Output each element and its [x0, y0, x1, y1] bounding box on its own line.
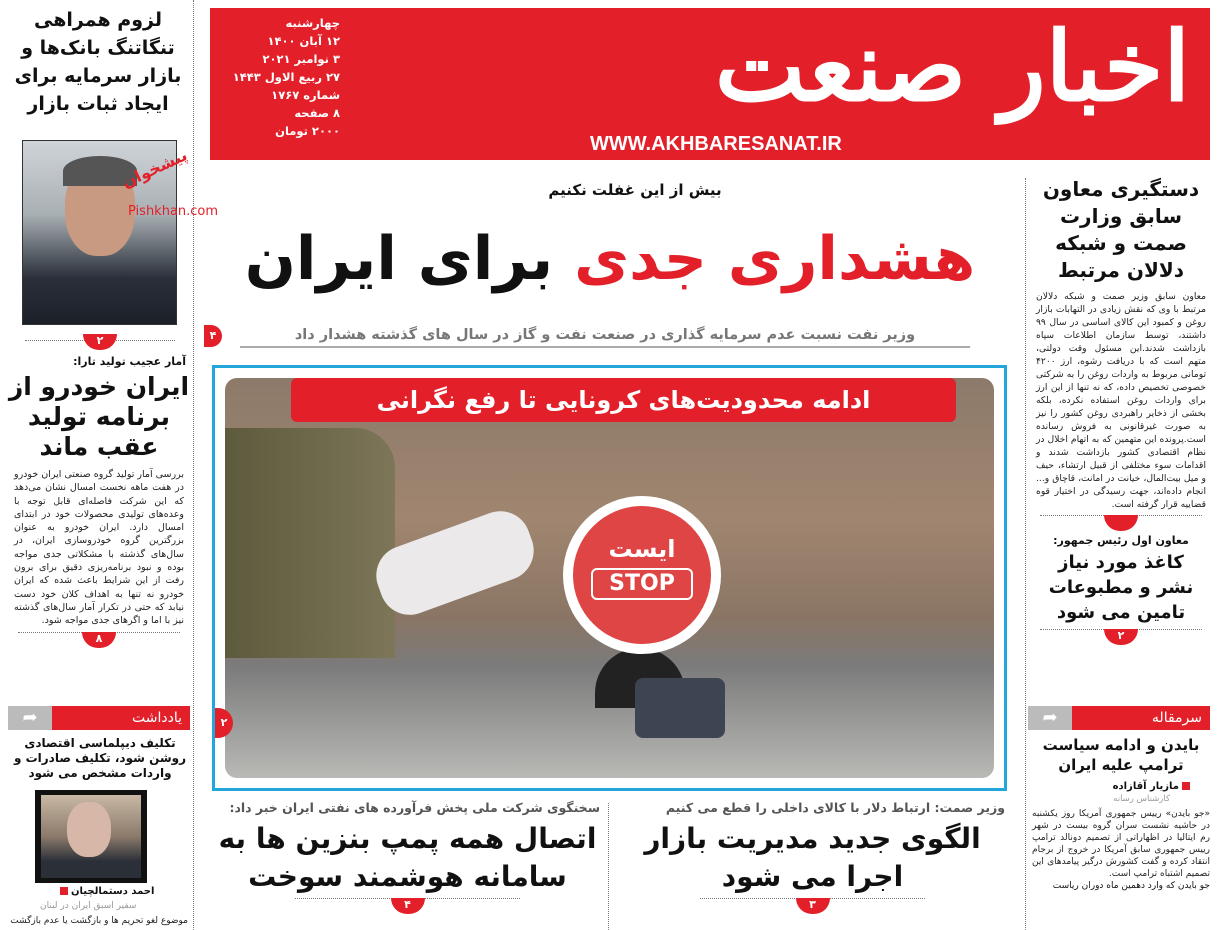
watermark: پیشخوان [119, 145, 191, 192]
masthead-url[interactable]: WWW.AKHBARESANAT.IR [590, 133, 842, 155]
arrow-icon: ➦ [8, 706, 52, 730]
editorial-author [1032, 780, 1190, 793]
main-kicker: بیش از این غفلت نکنیم [548, 181, 722, 199]
main-headline[interactable] [225, 214, 995, 304]
note-author [60, 885, 154, 898]
note-body: موضوع لغو تحریم ها و بازگشت یا عدم بازگشت [10, 916, 188, 926]
author-photo [35, 790, 147, 883]
masthead [210, 8, 1210, 160]
stop-sign [563, 496, 721, 654]
page-badge[interactable]: ۳ [796, 898, 830, 914]
price: ۲۰۰۰ تومان [275, 124, 340, 138]
issue-info [220, 14, 340, 140]
story-right [620, 800, 1005, 930]
watermark-url: Pishkhan.com [128, 204, 219, 219]
right-kicker: معاون اول رئیس جمهور: [1053, 534, 1189, 547]
author-name: مازیار آقازاده [1112, 781, 1179, 792]
page-count: ۸ صفحه [294, 106, 340, 120]
editorial [1032, 735, 1210, 930]
note-author-title: سفیر اسبق ایران در لبنان [40, 901, 137, 911]
story-headline[interactable]: اتصال همه پمپ بنزین ها به سامانه هوشمند سوخت [218, 822, 597, 893]
editorial-body-2: جو بایدن که وارد دهمین ماه دوران ریاست [1052, 881, 1210, 891]
right-headline[interactable]: دستگیری معاون سابق وزارت صمت و شبکه دلالان مرتبط [1042, 177, 1200, 282]
right-stories [1030, 176, 1212, 702]
editorial-body: «جو بایدن» رییس جمهوری آمریکا روز یکشنبه در حاشیه نشست سران گروه بیست در شهر رم ایتالیا در اظهاراتی از تصمیم دونالد ترامپ رییس جمهوری سابق آمریکا در خروج از برجام انتقاد کرده و گفت کشورش درگیر پیامدهای این تصمیم اشتباه ترامپ است. [1032, 809, 1210, 879]
story-kicker: وزیر صمت: ارتباط دلار با کالای داخلی را قطع می کنیم [665, 800, 1005, 815]
page-badge[interactable]: ۸ [82, 632, 116, 648]
left-kicker: آمار عجیب تولید تارا: [73, 355, 186, 368]
editorial-author-title: کارشناس رسانه [1113, 794, 1170, 804]
left-top-headline[interactable]: لزوم همراهی تنگاتنگ بانک‌ها و بازار سرمایه برای ایجاد ثبات بازار [14, 9, 182, 115]
note-headline[interactable]: تکلیف دیپلماسی اقتصادی روشن شود، تکلیف صادرات و واردات مشخص می شود [13, 736, 187, 780]
section-header-editorial [1028, 706, 1210, 730]
page-badge[interactable]: ۲ [215, 708, 233, 738]
section-label: سرمقاله [1072, 706, 1210, 730]
date-solar: ۱۲ آبان ۱۴۰۰ [267, 34, 340, 48]
page-badge[interactable]: ۴ [391, 898, 425, 914]
author-name: احمد دستمالچیان [71, 886, 155, 897]
sign-text-fa: ایست [608, 535, 676, 563]
checkpoint-photo [225, 378, 994, 778]
left-headline[interactable]: ایران خودرو از برنامه تولید عقب ماند [8, 372, 190, 461]
page-badge [1104, 515, 1138, 531]
left-body: بررسی آمار تولید گروه صنعتی ایران خودرو در هفت ماهه نخست امسال نشان می‌دهد که این شرکت فاصله‌ای قابل توجه با وعده‌های تولیدی محصولات خود در ابتدای امسال دارد. ایران خودرو به عنوان بزرگترین گروه خودروسازی ایران، در سال‌های گذشته با مشکلاتی جدی مواجه بوده و نبود برنامه‌ریزی دقیق برای برون رفت از این شرایط باعث شده که ایران خودرو نه تنها به اهداف کلان خود دست نیابد که حتی در تکرار آمار سال‌های گذشته نیز با اما و اگرهای جدی مواجه شود. [14, 469, 184, 627]
section-header-note [8, 706, 190, 730]
masthead-logo: اخبار صنعت [714, 10, 1190, 123]
arrow-icon: ➦ [1028, 706, 1072, 730]
weekday: چهارشنبه [285, 16, 340, 30]
right-headline-2[interactable]: کاغذ مورد نیاز نشر و مطبوعات تامین می شود [1048, 552, 1194, 623]
left-story [8, 354, 190, 702]
story-kicker: سخنگوی شرکت ملی پخش فرآورده های نفتی ایران خبر داد: [229, 800, 600, 815]
story-headline[interactable]: الگوی جدید مدیریت بازار اجرا می شود [644, 822, 981, 893]
right-body: معاون سابق وزیر صمت و شبکه دلالان مرتبط با وی که نقش زیادی در التهابات بازار روغن و کمبود این کالای اساسی در سال ۹۹ داشتند، توسط سازمان اطلاعات سپاه بازداشت شدند.این مسئول وقت دولتی، متهم است که با دریافت رشوه، ارز ۴۲۰۰ تومانی مربوط به واردات روغن را به شرکتی خصوصی تخصیص داده، که نه تنها از این ارز برای واردات روغن استفاده نکرده، بلکه بخشی از ذخایر راهبردی روغن کشور را نیز به صورت غیرقانونی به فروش رسانده است.پرونده این متهمین که به اتهام اخلال در نظام اقتصادی کشور بازداشت شدند و اقدامات سوء مختلفی از قبیل ارتشاء، حیف و میل بیت‌المال، خیانت در امانت، قاچاق و... انجام داده‌اند، جهت رسیدگی در اختیار قوه قضاییه قرار گرفته است. [1036, 291, 1206, 510]
sign-text-en: STOP [591, 568, 693, 600]
page-badge[interactable]: ۲ [1104, 629, 1138, 645]
main-photo-frame [212, 365, 1007, 791]
section-label: یادداشت [52, 706, 190, 730]
photo-banner: ادامه محدودیت‌های کرونایی تا رفع نگرانی [291, 378, 956, 422]
headline-black: برای ایران [244, 224, 554, 294]
date-lunar: ۲۷ ربیع الاول ۱۴۴۳ [232, 70, 340, 84]
headline-red: هشداری جدی [574, 224, 976, 294]
main-subhead: وزیر نفت نسبت عدم سرمایه گذاری در صنعت نفت و گاز در سال های گذشته هشدار داد [240, 326, 970, 348]
story-left [215, 800, 600, 930]
date-gregorian: ۳ نوامبر ۲۰۲۱ [262, 52, 340, 66]
page-badge[interactable]: ۴ [204, 325, 222, 347]
editorial-headline[interactable]: بایدن و ادامه سیاست ترامپ علیه ایران [1042, 736, 1200, 774]
page-badge[interactable]: ۲ [83, 334, 117, 350]
issue-number: شماره ۱۷۶۷ [271, 88, 340, 102]
